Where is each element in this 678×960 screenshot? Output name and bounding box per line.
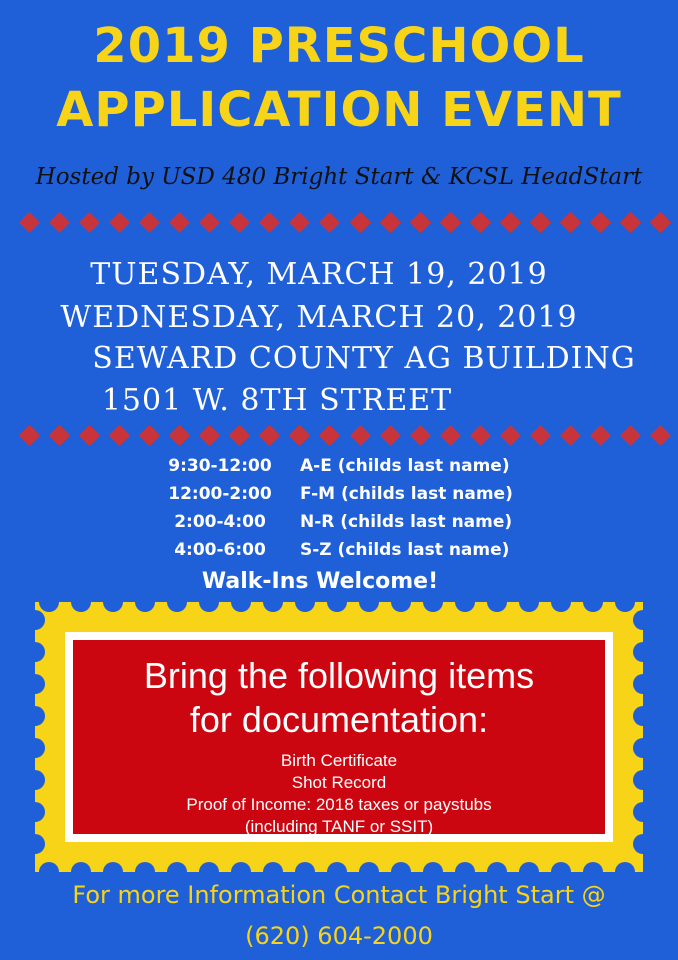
documents-heading-line-2: for documentation: (189, 699, 489, 740)
subtitle: Hosted by USD 480 Bright Start & KCSL HeadStart (35, 164, 643, 190)
stamp-perforation (633, 610, 643, 630)
stamp-perforation (39, 602, 59, 612)
stamp-perforation (423, 862, 443, 872)
stamp-perforation (231, 862, 251, 872)
diamond-ornament (319, 211, 340, 232)
stamp-perforation (135, 862, 155, 872)
stamp-perforation (263, 862, 283, 872)
schedule-group: N-R (childs last name) (300, 512, 513, 532)
diamond-ornament (590, 424, 611, 445)
diamond-ornament (560, 211, 581, 232)
stamp-perforation (519, 602, 539, 612)
document-item: Shot Record (291, 773, 387, 792)
diamond-ornament (229, 211, 250, 232)
stamp-perforation (455, 862, 475, 872)
stamp-perforation (35, 642, 45, 662)
diamond-ornament (139, 211, 160, 232)
schedule-time: 4:00-6:00 (174, 540, 266, 560)
diamond-ornament (440, 211, 461, 232)
diamond-ornament (199, 211, 220, 232)
stamp-perforation (327, 602, 347, 612)
stamp-perforation (359, 862, 379, 872)
diamond-ornament (319, 424, 340, 445)
diamond-ornament (410, 424, 431, 445)
stamp-perforation (633, 706, 643, 726)
contact-phone: (620) 604-2000 (245, 922, 433, 950)
schedule-row (140, 480, 560, 508)
stamp-perforation (135, 602, 155, 612)
schedule-time: 9:30-12:00 (168, 456, 272, 476)
diamond-ornament (289, 424, 310, 445)
stamp-perforation (633, 642, 643, 662)
document-item: Proof of Income: 2018 taxes or paystubs (186, 795, 492, 814)
schedule-time: 12:00-2:00 (168, 484, 272, 504)
contact-line: For more Information Contact Bright Start @ (72, 881, 606, 909)
diamond-ornament (440, 424, 461, 445)
stamp-perforation (103, 602, 123, 612)
diamond-ornament (470, 424, 491, 445)
documents-heading-line-1: Bring the following items (143, 655, 535, 696)
document-item: Birth Certificate (280, 751, 398, 770)
stamp-border (65, 632, 613, 842)
schedule-table (140, 452, 560, 564)
document-item: (including TANF or SSIT) (244, 817, 434, 836)
diamond-ornament (289, 211, 310, 232)
diamond-ornament (379, 424, 400, 445)
diamond-ornament (470, 211, 491, 232)
title-line-1: 2019 PRESCHOOL (93, 18, 585, 74)
diamond-ornament (109, 424, 130, 445)
stamp-perforation (519, 862, 539, 872)
diamond-ornament (349, 211, 370, 232)
diamond-ornament (650, 424, 671, 445)
stamp-perforation (103, 862, 123, 872)
diamond-ornament (379, 211, 400, 232)
stamp-perforation (167, 862, 187, 872)
stamp-perforation (35, 674, 45, 694)
diamond-ornament (19, 424, 40, 445)
event-address: 1501 W. 8TH STREET (101, 383, 453, 418)
stamp-perforation (295, 862, 315, 872)
diamond-ornament (49, 424, 70, 445)
stamp-perforation (487, 602, 507, 612)
stamp-frame (35, 602, 643, 872)
stamp-perforation (35, 738, 45, 758)
diamond-ornament (259, 211, 280, 232)
stamp-perforation (391, 602, 411, 612)
diamond-ornament (229, 424, 250, 445)
stamp-perforation (391, 862, 411, 872)
schedule-group: F-M (childs last name) (300, 484, 513, 504)
diamond-ornament (560, 424, 581, 445)
diamond-ornament (19, 211, 40, 232)
stamp-perforation (199, 602, 219, 612)
title-line-2: APPLICATION EVENT (56, 82, 622, 138)
diamond-ornament (109, 211, 130, 232)
stamp-perforation (615, 862, 635, 872)
diamond-ornament (79, 211, 100, 232)
diamond-ornament (620, 424, 641, 445)
schedule-row (140, 508, 560, 536)
diamond-ornament (530, 211, 551, 232)
diamond-divider-top (22, 212, 668, 232)
schedule-time: 2:00-4:00 (174, 512, 266, 532)
documents-box (73, 640, 605, 834)
stamp-perforation (167, 602, 187, 612)
stamp-perforation (487, 862, 507, 872)
schedule-group: S-Z (childs last name) (300, 540, 510, 560)
stamp-perforation (615, 602, 635, 612)
diamond-ornament (169, 424, 190, 445)
stamp-perforation (199, 862, 219, 872)
diamond-ornament (199, 424, 220, 445)
diamond-ornament (79, 424, 100, 445)
documents-list (73, 750, 605, 838)
stamp-perforation (359, 602, 379, 612)
diamond-ornament (650, 211, 671, 232)
diamond-ornament (49, 211, 70, 232)
diamond-ornament (530, 424, 551, 445)
stamp-perforation (633, 834, 643, 854)
event-date-2: WEDNESDAY, MARCH 20, 2019 (60, 300, 578, 335)
diamond-ornament (500, 211, 521, 232)
event-date-1: TUESDAY, MARCH 19, 2019 (90, 257, 548, 292)
schedule-row (140, 536, 560, 564)
stamp-perforation (583, 862, 603, 872)
schedule-row (140, 452, 560, 480)
stamp-perforation (35, 610, 45, 630)
stamp-perforation (35, 770, 45, 790)
diamond-ornament (169, 211, 190, 232)
stamp-perforation (71, 602, 91, 612)
stamp-perforation (231, 602, 251, 612)
stamp-perforation (327, 862, 347, 872)
stamp-perforation (455, 602, 475, 612)
diamond-ornament (620, 211, 641, 232)
event-venue: SEWARD COUNTY AG BUILDING (92, 341, 636, 376)
diamond-ornament (259, 424, 280, 445)
diamond-ornament (590, 211, 611, 232)
walkins-welcome: Walk-Ins Welcome! (201, 569, 439, 594)
stamp-perforation (35, 802, 45, 822)
stamp-perforation (633, 674, 643, 694)
stamp-perforation (633, 802, 643, 822)
stamp-perforation (633, 738, 643, 758)
stamp-perforation (551, 862, 571, 872)
stamp-perforation (263, 602, 283, 612)
diamond-ornament (410, 211, 431, 232)
diamond-ornament (139, 424, 160, 445)
stamp-perforation (35, 834, 45, 854)
stamp-perforation (583, 602, 603, 612)
diamond-divider-bottom (22, 425, 668, 445)
schedule-group: A-E (childs last name) (300, 456, 510, 476)
documents-heading (73, 654, 605, 742)
stamp-perforation (423, 602, 443, 612)
diamond-ornament (500, 424, 521, 445)
stamp-perforation (71, 862, 91, 872)
stamp-perforation (35, 706, 45, 726)
diamond-ornament (349, 424, 370, 445)
stamp-perforation (551, 602, 571, 612)
stamp-perforation (295, 602, 315, 612)
stamp-perforation (39, 862, 59, 872)
stamp-perforation (633, 770, 643, 790)
